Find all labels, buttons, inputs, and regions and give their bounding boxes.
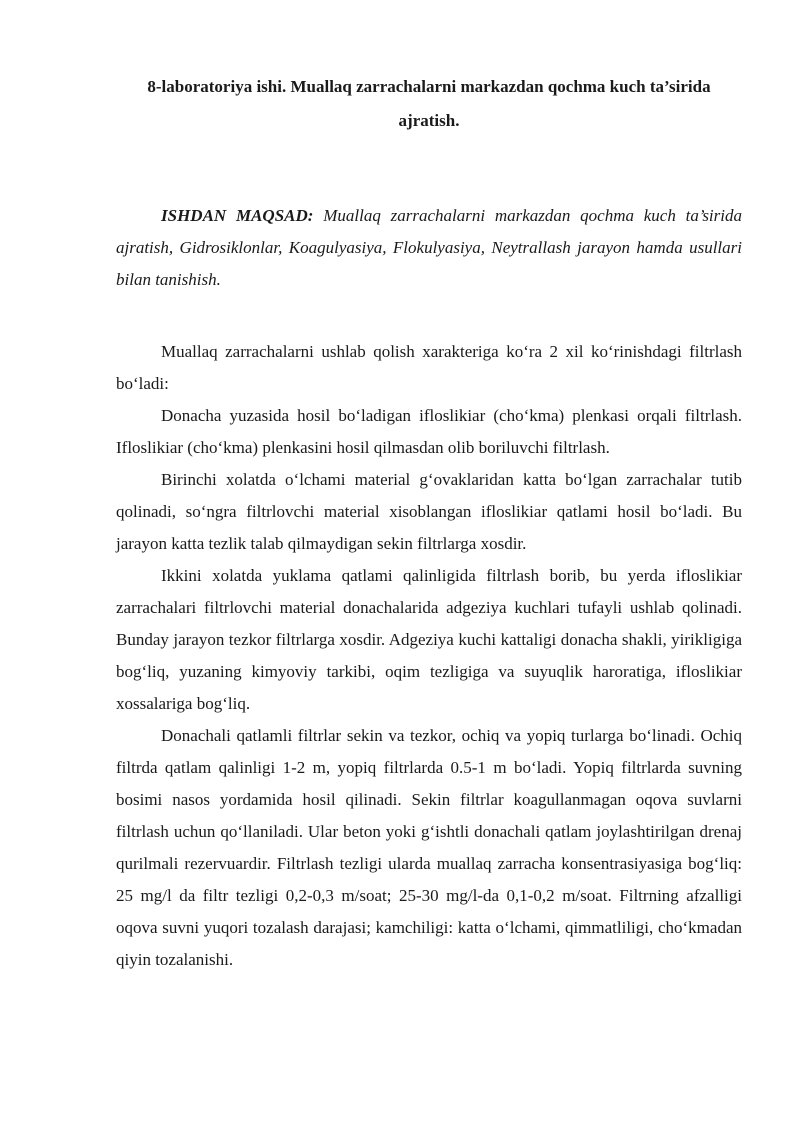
document-title: 8-laboratoriya ishi. Muallaq zarrachalarni markazdan qochma kuch ta’sirida ajratish.	[147, 77, 711, 130]
body-text	[116, 336, 742, 976]
paragraph: Muallaq zarrachalarni ushlab qolish xarakteriga ko‘ra 2 xil ko‘rinishdagi filtrlash bo‘ladi:	[116, 342, 742, 393]
aim-text: Muallaq zarrachalarni markazdan qochma kuch ta’sirida ajratish, Gidrosiklonlar, Koagulyasiya, Flokulyasiya, Neytrallash jarayon hamda usullari bilan tanishish.	[116, 206, 742, 289]
paragraph: Birinchi xolatda o‘lchami material g‘ovaklaridan katta bo‘lgan zarrachalar tutib qolinadi, so‘ngra filtrlovchi material xisoblangan ifloslikiar qatlami hosil bo‘ladi. Bu jarayon katta tezlik talab qilmaydigan sekin filtrlarga xosdir.	[116, 470, 742, 553]
paragraph: Donacha yuzasida hosil bo‘ladigan ifloslikiar (cho‘kma) plenkasi orqali filtrlash. Ifloslikiar (cho‘kma) plenkasini hosil qilmasdan olib boriluvchi filtrlash.	[116, 406, 742, 457]
aim-label: ISHDAN MAQSAD:	[161, 206, 314, 225]
aim-paragraph	[116, 200, 742, 296]
paragraph: Ikkini xolatda yuklama qatlami qalinligida filtrlash borib, bu yerda ifloslikiar zarrachalari filtrlovchi material donachalarida adgeziya kuchlari tufayli ushlab qolinadi. Bunday jarayon tezkor filtrlarga xosdir. Adgeziya kuchi kattaligi donacha shakli, yirikligiga bog‘liq, yuzaning kimyoviy tarkibi, oqim tezligiga va suyuqlik haroratiga, ifloslikiar xossalariga bog‘liq.	[116, 566, 742, 713]
document-page	[116, 70, 742, 976]
paragraph: Donachali qatlamli filtrlar sekin va tezkor, ochiq va yopiq turlarga bo‘linadi. Ochiq filtrda qatlam qalinligi 1-2 m, yopiq filtrlarda 0.5-1 m bo‘ladi. Yopiq filtrlarda suvning bosimi nasos yordamida hosil qilinadi. Sekin filtrlar koagullanmagan oqova suvlarni filtrlash uchun qo‘llaniladi. Ular beton yoki g‘ishtli donachali qatlam joylashtirilgan drenaj qurilmali rezervuardir. Filtrlash tezligi ularda muallaq zarracha konsentrasiyasiga bog‘liq: 25 mg/l da filtr tezligi 0,2-0,3 m/soat; 25-30 mg/l-da 0,1-0,2 m/soat. Filtrning afzalligi oqova suvni yuqori tozalash darajasi; kamchiligi: katta o‘lchami, qimmatliligi, cho‘kmadan qiyin tozalanishi.	[116, 726, 742, 969]
